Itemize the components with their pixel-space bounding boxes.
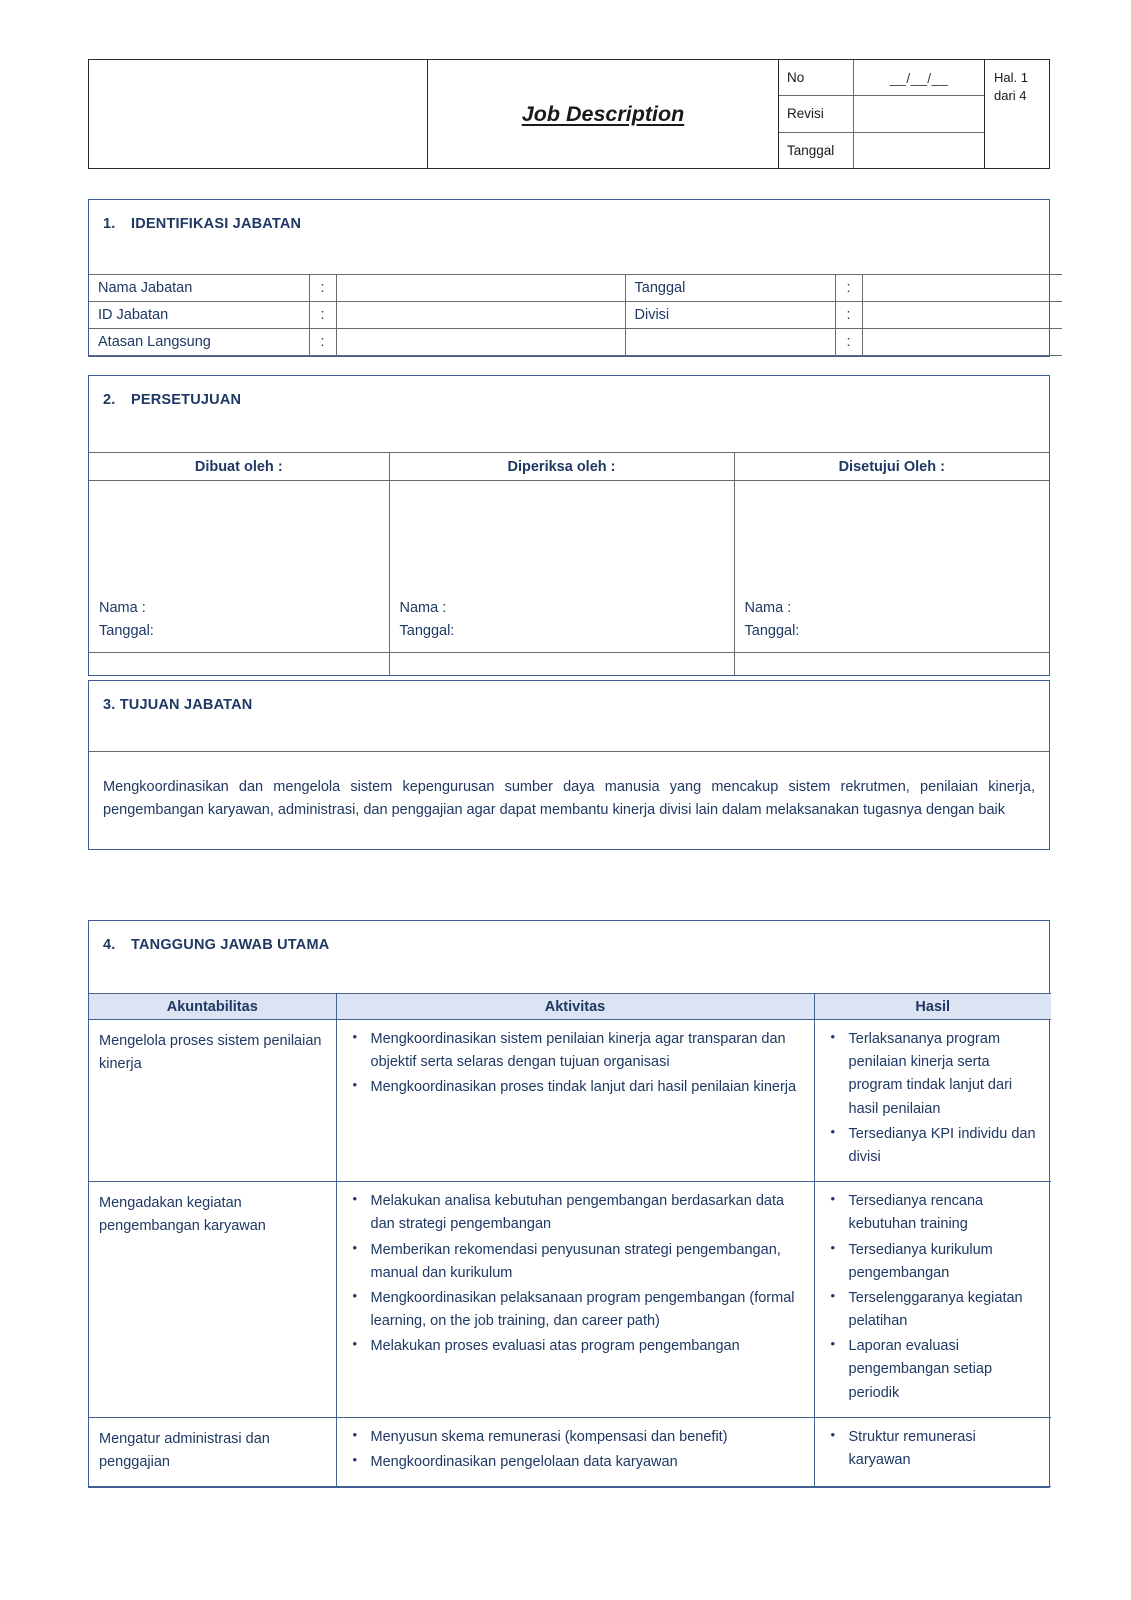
- list-item: • Struktur remunerasi karyawan: [847, 1426, 1042, 1472]
- activity-list: [347, 1028, 804, 1100]
- field-label-tanggal: Tanggal: [625, 275, 835, 302]
- field-value-atasan-langsung[interactable]: [336, 329, 625, 356]
- cell-aktivitas: [336, 1020, 814, 1182]
- table-row: [89, 1417, 1051, 1486]
- field-colon: :: [835, 329, 862, 356]
- header-meta-value-revisi: [854, 96, 984, 131]
- list-item: • Terselenggaranya kegiatan pelatihan: [847, 1287, 1042, 1333]
- signature-box-disetujui[interactable]: [734, 481, 1049, 653]
- section4-heading: [89, 921, 1049, 993]
- result-list: [825, 1426, 1042, 1472]
- cell-hasil: [814, 1020, 1051, 1182]
- field-label-atasan-langsung: Atasan Langsung: [89, 329, 309, 356]
- field-value-nama-jabatan[interactable]: [336, 275, 625, 302]
- result-list: [825, 1190, 1042, 1405]
- section2-title: PERSETUJUAN: [131, 392, 242, 408]
- signature-box-diperiksa[interactable]: [389, 481, 734, 653]
- list-item: • Memberikan rekomendasi penyusunan strategi pengembangan, manual dan kurikulum: [369, 1239, 804, 1285]
- section2-heading: [89, 376, 1049, 452]
- list-item: • Mengkoordinasikan pengelolaan data karyawan: [369, 1451, 804, 1474]
- list-item: • Tersedianya kurikulum pengembangan: [847, 1239, 1042, 1285]
- header-meta-label-no: No: [779, 60, 854, 95]
- list-item: • Tersedianya rencana kebutuhan training: [847, 1190, 1042, 1236]
- cell-aktivitas: [336, 1182, 814, 1418]
- header-meta-value-no: __/__/__: [889, 69, 949, 86]
- approval-name-label: Nama :: [744, 600, 792, 617]
- field-colon: :: [835, 275, 862, 302]
- table-header-row: [89, 994, 1051, 1020]
- approval-date-label: Tanggal:: [744, 622, 800, 639]
- table-row: [89, 653, 1049, 675]
- table-row: [89, 1020, 1051, 1182]
- section-persetujuan: [88, 375, 1050, 676]
- table-row: [89, 481, 1049, 653]
- activity-list: [347, 1190, 804, 1358]
- signature-box-dibuat[interactable]: [89, 481, 389, 653]
- approval-date-label: Tanggal:: [399, 622, 455, 639]
- header-meta-label-revisi: Revisi: [779, 96, 854, 131]
- header-meta-value-tanggal: [854, 133, 984, 168]
- table-row: [89, 329, 1062, 356]
- section3-body-text: Mengkoordinasikan dan mengelola sistem kepengurusan sumber daya manusia yang mencakup sistem rekrutmen, penilaian kinerja, pengembangan karyawan, administrasi, dan penggajian agar dapat membantu kinerja divisi lain dalam melaksanakan tugasnya dengan baik: [103, 779, 1035, 819]
- approval-header-diperiksa: Diperiksa oleh :: [389, 453, 734, 481]
- header-meta-row-revisi: [779, 96, 984, 132]
- table-header-row: [89, 453, 1049, 481]
- column-header-hasil: Hasil: [814, 994, 1051, 1020]
- header-meta-label-tanggal: Tanggal: [779, 133, 854, 168]
- field-value-divisi[interactable]: [862, 302, 1062, 329]
- section-tujuan-jabatan: [88, 680, 1050, 850]
- field-label-empty: [625, 329, 835, 356]
- header-title-cell: [428, 60, 779, 168]
- field-label-divisi: Divisi: [625, 302, 835, 329]
- section1-heading: [89, 200, 1049, 274]
- approval-footer-cell: [389, 653, 734, 675]
- section4-number: 4.: [103, 937, 116, 953]
- approval-date-label: Tanggal:: [99, 622, 154, 639]
- page-number-cell: [985, 60, 1049, 168]
- list-item: • Laporan evaluasi pengembangan setiap periodik: [847, 1335, 1042, 1405]
- approval-footer-cell: [89, 653, 389, 675]
- approval-footer-cell: [734, 653, 1049, 675]
- header-logo-cell: [89, 60, 428, 168]
- table-row: [89, 1182, 1051, 1418]
- approval-name-label: Nama :: [99, 600, 146, 617]
- section4-title: TANGGUNG JAWAB UTAMA: [131, 937, 330, 953]
- field-colon: :: [309, 275, 336, 302]
- approval-header-disetujui: Disetujui Oleh :: [734, 453, 1049, 481]
- list-item: • Mengkoordinasikan pelaksanaan program pengembangan (formal learning, on the job training, dan career path): [369, 1287, 804, 1333]
- section3-heading: [89, 681, 1049, 713]
- column-header-aktivitas: Aktivitas: [336, 994, 814, 1020]
- approval-name-label: Nama :: [399, 600, 447, 617]
- persetujuan-table: [89, 452, 1049, 675]
- page-title: Job Description: [521, 101, 685, 126]
- approval-header-dibuat: Dibuat oleh :: [89, 453, 389, 481]
- cell-akuntabilitas: Mengelola proses sistem penilaian kinerja: [89, 1020, 336, 1182]
- list-item: • Menyusun skema remunerasi (kompensasi dan benefit): [369, 1426, 804, 1449]
- section2-number: 2.: [103, 392, 116, 408]
- header-meta-row-tanggal: [779, 133, 984, 168]
- page-number-line-2: dari 4: [994, 87, 1027, 103]
- list-item: • Terlaksananya program penilaian kinerja serta program tindak lanjut dari hasil penilaian: [847, 1028, 1042, 1121]
- field-value-empty[interactable]: [862, 329, 1062, 356]
- section-identifikasi-jabatan: [88, 199, 1050, 357]
- tanggung-jawab-table: [89, 993, 1051, 1487]
- table-row: [89, 275, 1062, 302]
- header-meta-row-no: [779, 60, 984, 96]
- cell-hasil: [814, 1182, 1051, 1418]
- field-value-id-jabatan[interactable]: [336, 302, 625, 329]
- list-item: • Mengkoordinasikan proses tindak lanjut dari hasil penilaian kinerja: [369, 1076, 804, 1099]
- list-item: • Melakukan proses evaluasi atas program pengembangan: [369, 1335, 804, 1358]
- activity-list: [347, 1426, 804, 1474]
- field-colon: :: [309, 302, 336, 329]
- table-row: [89, 302, 1062, 329]
- cell-aktivitas: [336, 1417, 814, 1486]
- list-item: • Mengkoordinasikan sistem penilaian kinerja agar transparan dan objektif serta selaras dengan tujuan organisasi: [369, 1028, 804, 1074]
- field-colon: :: [309, 329, 336, 356]
- page-number-line-1: Hal. 1: [994, 70, 1028, 85]
- section1-title: IDENTIFIKASI JABATAN: [131, 216, 302, 232]
- field-label-nama-jabatan: Nama Jabatan: [89, 275, 309, 302]
- field-label-id-jabatan: ID Jabatan: [89, 302, 309, 329]
- field-colon: :: [835, 302, 862, 329]
- result-list: [825, 1028, 1042, 1169]
- section3-title: 3. TUJUAN JABATAN: [103, 697, 253, 713]
- section1-number: 1.: [103, 216, 116, 232]
- cell-hasil: [814, 1417, 1051, 1486]
- section-tanggung-jawab-utama: [88, 920, 1050, 1488]
- cell-akuntabilitas: Mengatur administrasi dan penggajian: [89, 1417, 336, 1486]
- list-item: • Melakukan analisa kebutuhan pengembangan berdasarkan data dan strategi pengembangan: [369, 1190, 804, 1236]
- document-header: [88, 59, 1050, 169]
- header-meta-table: [779, 60, 985, 168]
- identifikasi-jabatan-table: [89, 274, 1062, 356]
- list-item: • Tersedianya KPI individu dan divisi: [847, 1123, 1042, 1169]
- column-header-akuntabilitas: Akuntabilitas: [89, 994, 336, 1020]
- field-value-tanggal[interactable]: [862, 275, 1062, 302]
- cell-akuntabilitas: Mengadakan kegiatan pengembangan karyawan: [89, 1182, 336, 1418]
